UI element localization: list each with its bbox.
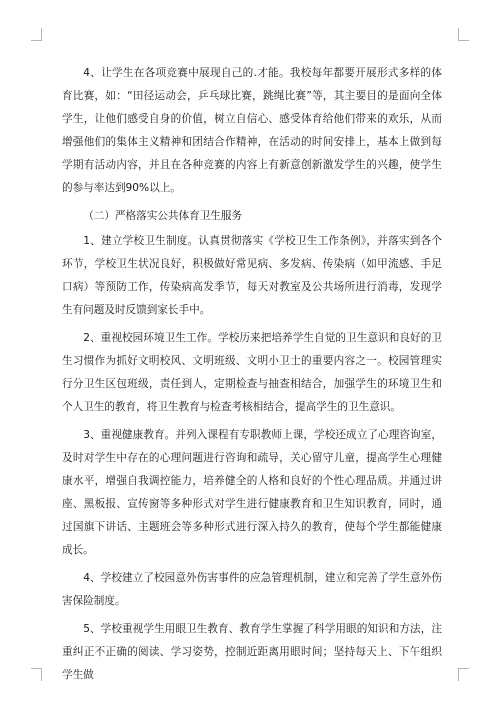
paragraph-health-education: 3、重视健康教育。并列入课程有专职教师上课，学校还成立了心理咨询室，及时对学生中存在的心理问题进行咨询和疏导，关心留守儿童，提高学生心理健康水平，增强自我调控能力，培养健全的人格和良好的个性心理品质。并通过讲座、黑板报、宣传窗等多种形式对学生进行健康教育和卫生知识教育，同时，通过国旗下讲话、主题班会等多种形式进行深入持久的教育，使每个学生都能健康成长。 <box>62 429 442 556</box>
crop-mark-top-left <box>31 28 42 41</box>
crop-mark-bottom-right <box>458 668 469 681</box>
crop-mark-top-right <box>458 28 469 41</box>
section-heading-health-services: （二）严格落实公共体育卫生服务 <box>83 210 243 222</box>
paragraph-competitions: 4、让学生在各项竞赛中展现自己的.才能。我校每年都要开展形式多样的体育比赛，如：“田径运动会，乒乓球比赛，跳绳比赛”等，其主要目的是面向全体学生，让他们感受自身的价值，树立自信心、感受体育给他们带来的欢乐，从而增强他们的集体主义精神和团结合作精神，在活动的时间安排上，基本上做到每学期有活动内容，并且在各种竞赛的内容上有新意创新激发学生的兴趣，使学生的参与率达到90%以上。 <box>62 67 442 194</box>
document-body <box>62 62 442 687</box>
paragraph-campus-environment: 2、重视校园环境卫生工作。学校历来把培养学生自觉的卫生意识和良好的卫生习惯作为抓好文明校风、文明班级、文明小卫士的重要内容之一。校园管理实行分卫生区包班级，责任到人，定期检查与抽查相结合，加强学生的环境卫生和个人卫生的教育，将卫生教育与检查考核相结合，提高学生的卫生意识。 <box>62 332 442 413</box>
paragraph-emergency-management: 4、学校建立了校园意外伤害事件的应急管理机制，建立和完善了学生意外伤害保险制度。 <box>62 572 442 607</box>
paragraph-eye-hygiene: 5、学校重视学生用眼卫生教育、教育学生掌握了科学用眼的知识和方法，注重纠正不正确的阅读、学习姿势，控制近距离用眼时间；坚持每天上、下午组织学生做 <box>62 623 442 681</box>
crop-mark-bottom-left <box>31 668 42 681</box>
paragraph-hygiene-system: 1、建立学校卫生制度。认真贯彻落实《学校卫生工作条例》，并落实到各个环节，学校卫生状况良好，积极做好常见病、多发病、传染病（如甲流感、手足口病）等预防工作，传染病高发季节，每天对教室及公共场所进行消毒，发现学生有问题及时反馈到家长手中。 <box>62 235 442 316</box>
